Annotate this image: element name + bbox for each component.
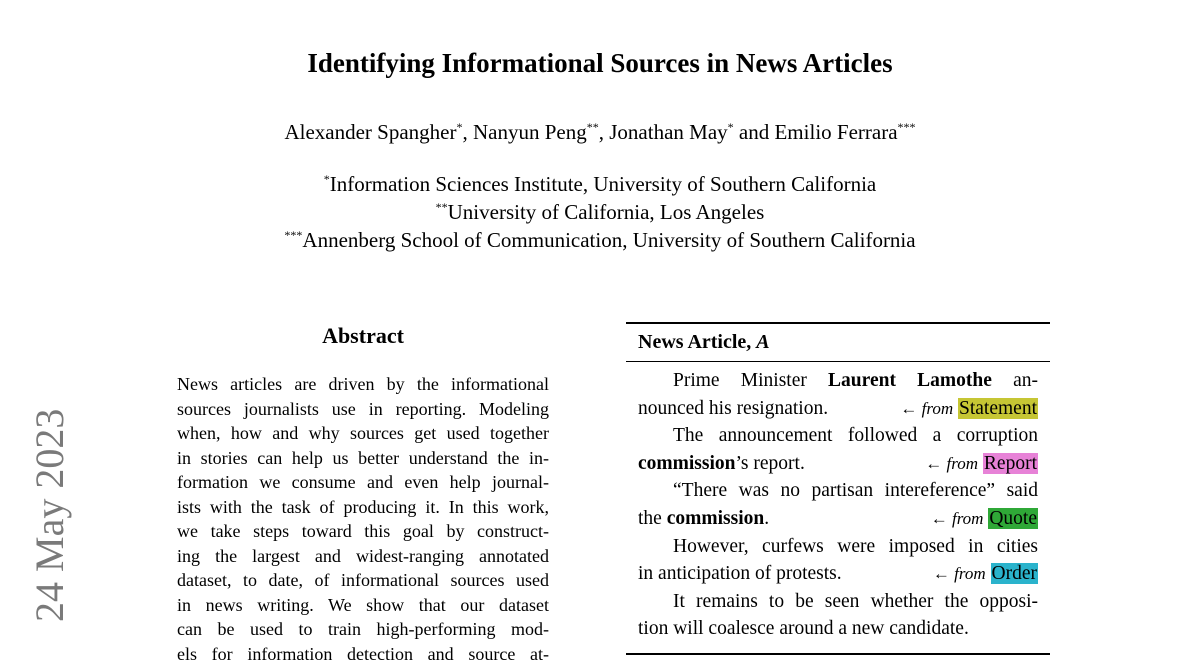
- affiliation-text: Information Sciences Institute, University of Southern California: [330, 172, 876, 196]
- sentence-line: [638, 615, 1038, 643]
- author-separator: ,: [463, 120, 474, 144]
- affiliation-text: Annenberg School of Communication, University of Southern California: [302, 228, 915, 252]
- figure-bottom-rule: [626, 653, 1050, 655]
- sentence-line: [638, 505, 1038, 533]
- affiliation-line: [0, 170, 1200, 198]
- abstract-line: we take steps toward this goal by construct-: [177, 519, 549, 544]
- article-sentence: [638, 533, 1038, 588]
- affiliation-mark: **: [587, 120, 599, 134]
- author-separator: ,: [599, 120, 610, 144]
- author-name: Alexander Spangher: [284, 120, 456, 144]
- sentence-text: However, curfews were imposed in cities: [673, 536, 1038, 557]
- abstract-line: when, how and why sources get used together: [177, 421, 549, 446]
- source-type-label: [933, 560, 1038, 588]
- author-list: [0, 118, 1200, 146]
- arxiv-date-stamp: 24 May 2023: [30, 409, 70, 622]
- affiliation-mark: *: [728, 120, 734, 134]
- sentence-text: Prime Minister: [673, 370, 828, 391]
- sentence-text: the: [638, 508, 667, 529]
- sentence-text: tion will coalesce around a new candidate.: [638, 618, 969, 639]
- sentence-line: [638, 395, 1038, 423]
- source-type-label: [900, 395, 1038, 423]
- source-type-label: [931, 505, 1038, 533]
- figure-heading-variable: A: [756, 331, 769, 353]
- abstract-line: in news writing. We show that our dataset: [177, 593, 549, 618]
- source-type-tag: Report: [983, 453, 1038, 474]
- sentence-line: [638, 422, 1038, 450]
- from-arrow-label: ← from: [925, 454, 978, 473]
- sentence-text: The announcement followed a corruption: [673, 425, 1038, 446]
- sentence-line: [638, 588, 1038, 616]
- sentence-text: in anticipation of protests.: [638, 563, 842, 584]
- news-article-figure: [626, 322, 1050, 655]
- affiliation-mark: ***: [284, 228, 302, 242]
- sentence-line: [638, 560, 1038, 588]
- from-arrow-label: ← from: [900, 399, 953, 418]
- author-separator: and: [734, 120, 775, 144]
- paper-title: Identifying Informational Sources in News Articles: [0, 46, 1200, 80]
- sentence-text: “There was no partisan intereference” said: [673, 480, 1038, 501]
- abstract-line: News articles are driven by the informational: [177, 372, 549, 397]
- abstract-line: sources journalists use in reporting. Modeling: [177, 397, 549, 422]
- figure-heading: [626, 324, 1050, 361]
- sentence-text: [638, 450, 805, 478]
- article-sentence: [638, 588, 1038, 643]
- sentence-text: ’s report.: [736, 453, 805, 474]
- affiliation-line: [0, 226, 1200, 254]
- figure-body: [626, 362, 1050, 649]
- source-type-label: [925, 450, 1038, 478]
- source-type-tag: Quote: [988, 508, 1038, 529]
- abstract-line: ing the largest and widest-ranging annotated: [177, 544, 549, 569]
- article-sentence: [638, 477, 1038, 532]
- bold-entity: Laurent Lamothe: [828, 370, 992, 391]
- bold-entity: commission: [667, 508, 765, 529]
- abstract-line: els for information detection and source at-: [177, 642, 549, 666]
- source-type-tag: Order: [991, 563, 1038, 584]
- article-sentence: [638, 367, 1038, 422]
- source-type-tag: Statement: [958, 398, 1038, 419]
- affiliation-list: [0, 170, 1200, 254]
- affiliation-mark: ***: [898, 120, 916, 134]
- affiliation-mark: *: [324, 172, 330, 186]
- from-arrow-label: ← from: [931, 509, 984, 528]
- author-name: Nanyun Peng: [473, 120, 587, 144]
- sentence-text: [638, 618, 969, 639]
- affiliation-line: [0, 198, 1200, 226]
- sentence-text: .: [764, 508, 769, 529]
- sentence-text: [638, 560, 842, 588]
- sentence-text: nounced his resignation.: [638, 395, 828, 423]
- sentence-line: [638, 533, 1038, 561]
- abstract-line: ists with the task of producing it. In this work,: [177, 495, 549, 520]
- abstract-line: formation we consume and even help journal-: [177, 470, 549, 495]
- author-name: Emilio Ferrara: [774, 120, 897, 144]
- sentence-text: an-: [992, 370, 1038, 391]
- sentence-line: [638, 477, 1038, 505]
- article-sentence: [638, 422, 1038, 477]
- abstract-line: dataset, to date, of informational sources used: [177, 568, 549, 593]
- figure-heading-label: News Article,: [638, 331, 756, 353]
- bold-entity: commission: [638, 453, 736, 474]
- sentence-text: [638, 505, 769, 533]
- abstract-heading: Abstract: [177, 322, 549, 350]
- abstract-line: in stories can help us better understand the in-: [177, 446, 549, 471]
- abstract-text: [177, 372, 549, 666]
- affiliation-text: University of California, Los Angeles: [448, 200, 765, 224]
- sentence-line: [638, 450, 1038, 478]
- affiliation-mark: **: [436, 200, 448, 214]
- abstract-line: can be used to train high-performing mod-: [177, 617, 549, 642]
- author-name: Jonathan May: [609, 120, 727, 144]
- affiliation-mark: *: [457, 120, 463, 134]
- from-arrow-label: ← from: [933, 564, 986, 583]
- sentence-text: It remains to be seen whether the opposi-: [673, 591, 1038, 612]
- sentence-line: [638, 367, 1038, 395]
